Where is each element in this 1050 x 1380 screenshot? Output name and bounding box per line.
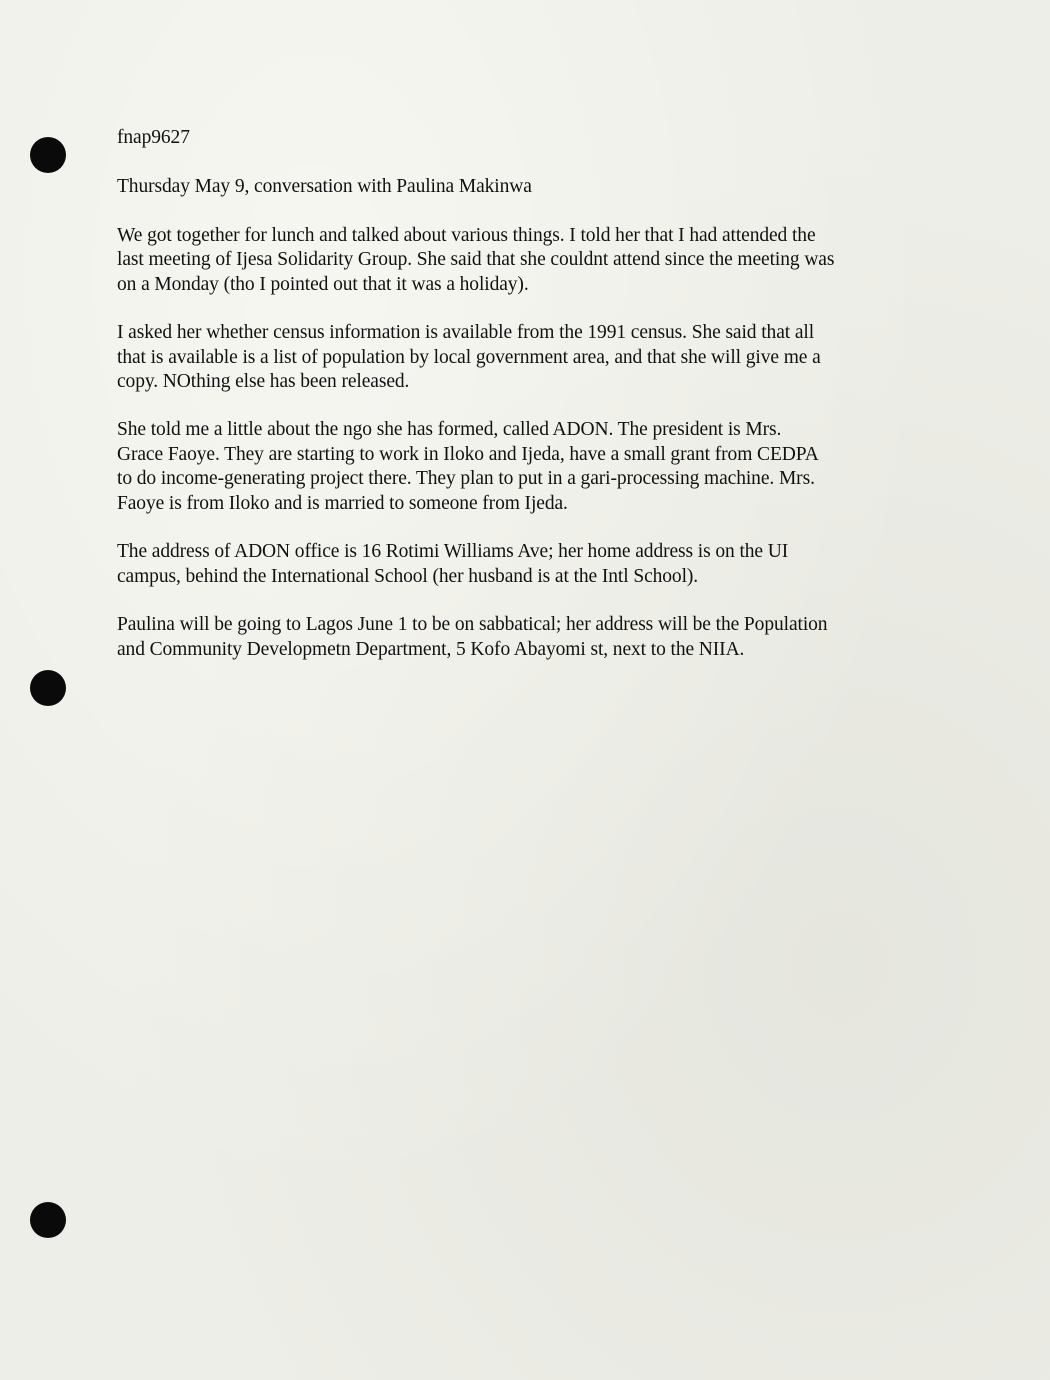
text-line: that is available is a list of population by local government area, and that she will give me a — [117, 347, 821, 368]
text-line: last meeting of Ijesa Solidarity Group. She said that she couldnt attend since the meeting was — [117, 249, 835, 270]
text-line: and Community Developmetn Department, 5 Kofo Abayomi st, next to the NIIA. — [117, 639, 745, 660]
text-line: We got together for lunch and talked about various things. I told her that I had attended the — [117, 225, 816, 246]
punch-hole-top — [30, 137, 66, 173]
text-line: Paulina will be going to Lagos June 1 to be on sabbatical; her address will be the Population — [117, 614, 828, 635]
text-line: Faoye is from Iloko and is married to someone from Ijeda. — [117, 493, 568, 514]
text-line: She told me a little about the ngo she has formed, called ADON. The president is Mrs. — [117, 419, 782, 440]
punch-hole-middle — [30, 670, 66, 706]
text-line: The address of ADON office is 16 Rotimi Williams Ave; her home address is on the UI — [117, 541, 789, 562]
document-id: fnap9627 — [117, 127, 190, 148]
text-line: on a Monday (tho I pointed out that it was a holiday). — [117, 274, 529, 295]
text-line: campus, behind the International School (her husband is at the Intl School). — [117, 566, 699, 587]
document-heading: Thursday May 9, conversation with Paulina Makinwa — [117, 176, 532, 197]
text-line: I asked her whether census information is available from the 1991 census. She said that all — [117, 322, 815, 343]
text-line: copy. NOthing else has been released. — [117, 371, 410, 392]
text-line: Grace Faoye. They are starting to work in Iloko and Ijeda, have a small grant from CEDPA — [117, 444, 819, 465]
text-line: to do income-generating project there. They plan to put in a gari-processing machine. Mrs. — [117, 468, 815, 489]
punch-hole-bottom — [30, 1202, 66, 1238]
